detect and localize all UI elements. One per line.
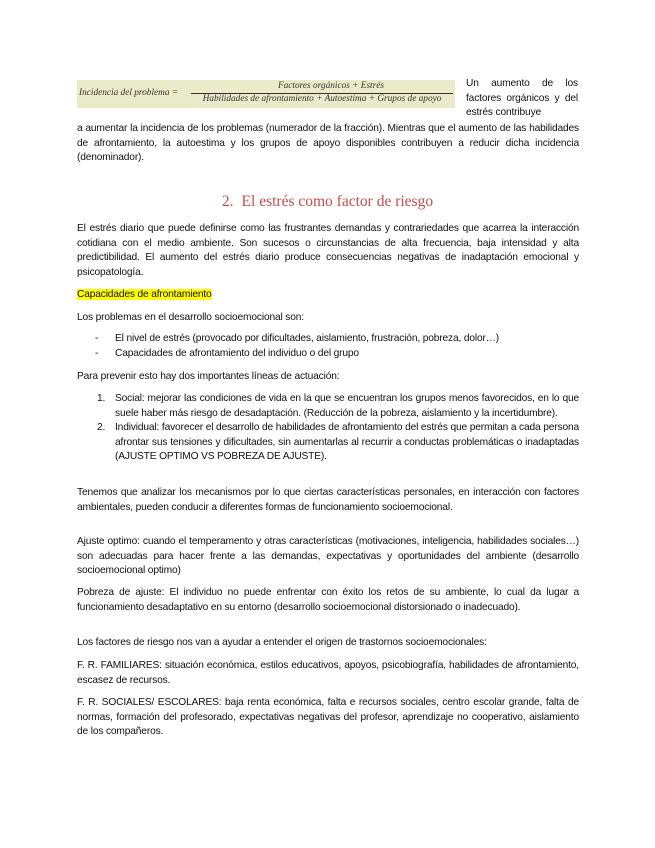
- problems-list: [77, 332, 579, 361]
- paragraph-social-school-risk-factors: F. R. SOCIALES/ ESCOLARES: baja renta económica, falta e recursos sociales, centro escolar grande, falta de normas, formación del profesorado, expectativas negativas del profesor, aprendizaje no cooperativo, aislamiento de los compañeros.: [77, 697, 579, 738]
- list-number: 2.: [97, 422, 106, 434]
- section-number: 2.: [221, 193, 234, 210]
- paragraph-daily-stress: El estrés diario que puede definirse como las frustrantes demandas y contrariedades que acarrea la interacción cotidiana con el medio ambiente. Son sucesos o circunstancias de alta frecuencia, baja intensidad y alta predictibilidad. El aumento del estrés diario produce consecuencias negativas de inadaptación emocional y psicopatología.: [77, 223, 579, 278]
- paragraph-prevention-intro: Para prevenir esto hay dos importantes líneas de actuación:: [77, 371, 340, 382]
- list-item-text: Social: mejorar las condiciones de vida en la que se encuentran los grupos menos favorecidos, en lo que suele haber más riesgo de desadaptación. (Reducción de la pobreza, aislamiento y la incertidumbre).: [115, 393, 579, 419]
- paragraph-optimal-fit: Ajuste optimo: cuando el temperamento y otras características (motivaciones, inteligencia, habilidades sociales…) son adecuadas para hacer frente a las demandas, expectativas y oportunidades del ambiente (desarrollo socioemocional optimo): [77, 536, 579, 577]
- highlighted-text: Capacidades de afrontamiento: [77, 289, 212, 300]
- list-item: [77, 421, 579, 465]
- risk-formula: [77, 80, 455, 108]
- formula-numerator: Factores orgánicos + Estrés: [277, 81, 385, 91]
- section-heading: [0, 193, 655, 211]
- section-title: El estrés como factor de riesgo: [241, 193, 434, 210]
- paragraph-family-risk-factors: F. R. FAMILIARES: situación económica, estilos educativos, apoyos, psicobiografía, habilidades de afrontamiento, escasez de recursos.: [77, 660, 579, 686]
- list-number: 1.: [97, 393, 106, 404]
- paragraph-mechanisms: Tenemos que analizar los mecanismos por lo que ciertas características personales, en interacción con factores ambientales, pueden conducir a diferentes formas de funcionamiento socioemocional.: [77, 487, 579, 513]
- list-item: [77, 392, 579, 421]
- formula-lhs: Incidencia del problema =: [79, 88, 179, 98]
- highlight-heading: [77, 288, 579, 303]
- formula-denominator: Habilidades de afrontamiento + Autoestima + Grupos de apoyo: [202, 94, 442, 104]
- list-item-text: Individual: favorecer el desarrollo de habilidades de afrontamiento del estrés que permitan a cada persona afrontar sus tensiones y dificultades, sin aumentarlas al recurrir a conductas problemáticas o inadaptadas (AJUSTE OPTIMO VS POBREZA DE AJUSTE).: [115, 422, 579, 463]
- intro-side-text: Un aumento de los factores orgánicos y del estrés contribuye: [466, 78, 578, 119]
- intro-continued-text: a aumentar la incidencia de los problemas (numerador de la fracción). Mientras que el aumento de las habilidades de afrontamiento, la autoestima y los grupos de apoyo disponibles contribuyen a reducir dicha incidencia (denominador).: [77, 123, 579, 164]
- paragraph-problems-intro: Los problemas en el desarrollo socioemocional son:: [77, 312, 304, 323]
- list-item: - Capacidades de afrontamiento del individuo o del grupo: [77, 347, 579, 362]
- prevention-list: [77, 392, 579, 465]
- list-item: - El nivel de estrés (provocado por dificultades, aislamiento, frustración, pobreza, dolor…): [77, 332, 579, 347]
- paragraph-poor-fit: Pobreza de ajuste: El individuo no puede enfrentar con éxito los retos de su ambiente, lo cual da lugar a funcionamiento desadaptativo en su entorno (desarrollo socioemocional distorsionado o inadecuado).: [77, 587, 579, 613]
- paragraph-risk-factors-intro: Los factores de riesgo nos van a ayudar a entender el origen de trastornos socioemocionales:: [77, 637, 487, 648]
